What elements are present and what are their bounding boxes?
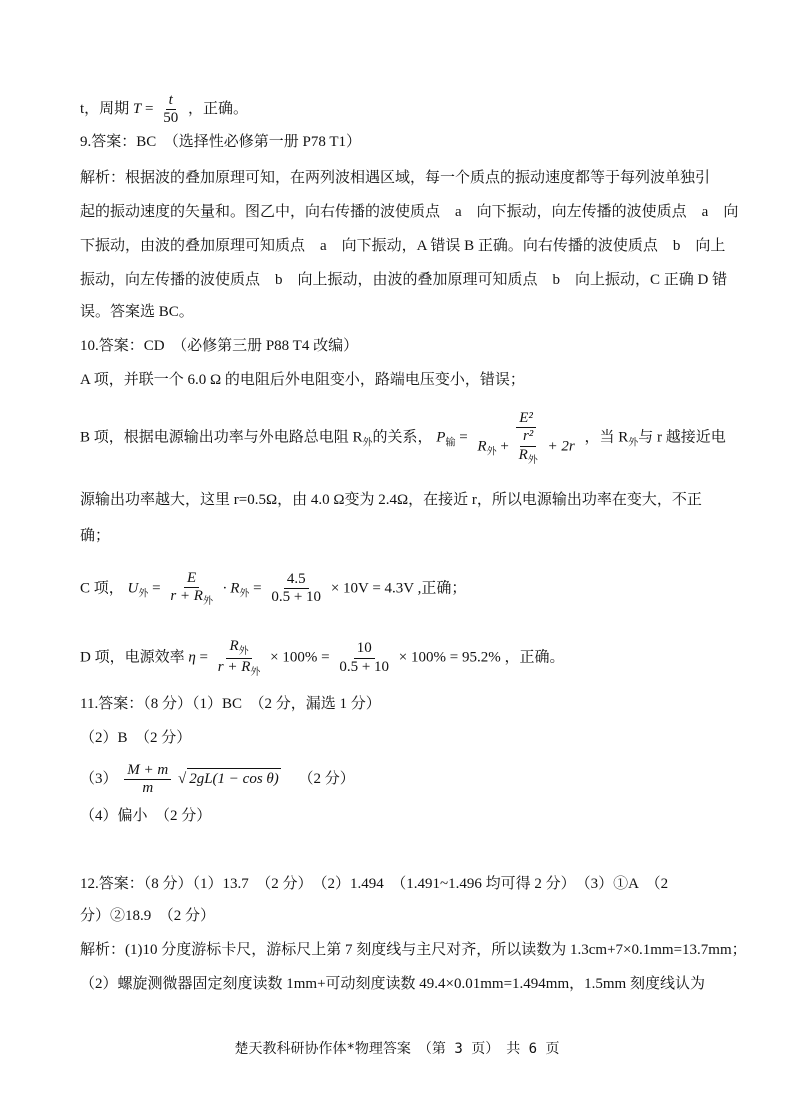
answer-11: 11.答案：（8 分）（1）BC （2 分，漏选 1 分） <box>80 696 381 712</box>
answer-11-4: （4）偏小 （2 分） <box>80 808 212 824</box>
math-op: = <box>152 580 161 597</box>
fraction-10 <box>336 640 392 676</box>
subscript: 外 <box>138 588 149 600</box>
math-var: R <box>229 638 239 654</box>
math-var: T <box>132 101 142 118</box>
fraction-4.5 <box>268 571 324 607</box>
text: ，当 R <box>584 429 629 446</box>
text: C 项， <box>80 580 124 597</box>
math-var: R <box>477 438 487 455</box>
subscript: 外 <box>250 666 261 678</box>
subscript: 外 <box>202 596 213 608</box>
text: （2 分） <box>298 771 355 788</box>
fraction-Mm-over-m <box>124 762 171 798</box>
math-term: × 100% = 95.2% <box>398 649 501 666</box>
math-op: = <box>145 101 154 118</box>
fraction-efficiency <box>215 638 264 678</box>
sqrt-icon: √ <box>177 771 187 788</box>
answer-12-cont: 分）②18.9 （2 分） <box>80 908 216 924</box>
explanation-12-line2: （2）螺旋测微器固定刻度读数 1mm+可动刻度读数 49.4×0.01mm=1.494mm，1.5mm 刻度线认为 <box>80 976 705 992</box>
denominator <box>474 428 577 466</box>
text: 与 r 越接近电 <box>638 429 726 446</box>
text: ，正确。 <box>187 101 248 118</box>
math-op: = <box>459 429 468 446</box>
explanation-9-line3: 下振动，由波的叠加原理可知质点 a 向下振动，A 错误 B 正确。向右传播的波使质点 b 向上 <box>80 238 726 254</box>
numerator: r² <box>520 428 536 446</box>
sqrt-radicand: 2gL(1 − cos θ) <box>187 768 281 789</box>
fraction-t-over-50 <box>160 92 181 128</box>
text: 的关系， <box>372 429 433 446</box>
subscript: 外 <box>628 437 639 449</box>
math-term: r + R <box>217 658 251 675</box>
answer-10-b-end: 确； <box>80 528 111 544</box>
math-var: η <box>188 649 196 666</box>
denominator: 0.5 + 10 <box>339 658 390 675</box>
subscript: 外 <box>239 588 250 600</box>
denominator <box>516 447 541 467</box>
math-var: U <box>127 580 139 597</box>
page-footer: 楚天教科研协作体*物理答案 （第 3 页） 共 6 页 <box>234 1041 560 1057</box>
answer-10-a: A 项，并联一个 6.0 Ω 的电阻后外电阻变小，路端电压变小，错误； <box>80 372 525 388</box>
text: （3） <box>80 771 118 788</box>
subscript: 外 <box>362 437 373 449</box>
subscript: 输 <box>445 437 456 449</box>
math-op: = <box>321 649 330 666</box>
text: t，周期 <box>80 101 130 118</box>
explanation-9-line1: 解析：根据波的叠加原理可知，在两列波相遇区域，每一个质点的振动速度都等于每列波单独引 <box>80 170 711 186</box>
answer-10-b <box>80 410 726 466</box>
subscript: 外 <box>238 646 249 657</box>
answer-12: 12.答案：（8 分）（1）13.7 （2 分） （2）1.494 （1.491~1.496 均可得 2 分） （3）①A （2 <box>80 876 669 892</box>
line-period <box>80 92 248 128</box>
answer-11-2: （2）B （2 分） <box>80 730 192 746</box>
numerator: E <box>184 570 199 588</box>
answer-10-b-continued: 源输出功率越大，这里 r=0.5Ω，由 4.0 Ω变为 2.4Ω，在接近 r，所以电源输出功率在变大，不正 <box>80 492 702 508</box>
numerator: M + m <box>124 762 171 780</box>
math-op: = <box>253 580 262 597</box>
numerator: 10 <box>354 640 375 658</box>
math-term: r + R <box>170 588 203 605</box>
math-term: + 2r <box>547 438 575 455</box>
answer-11-3 <box>80 762 355 798</box>
text: B 项，根据电源输出功率与外电路总电阻 R <box>80 429 363 446</box>
answer-10-d <box>80 638 564 678</box>
subscript: 外 <box>486 446 497 458</box>
text: D 项，电源效率 <box>80 649 185 666</box>
fraction-E-over-rR <box>167 570 216 608</box>
numerator: E² <box>516 410 536 428</box>
text: ，正确。 <box>504 649 565 666</box>
math-var: P <box>436 429 446 446</box>
subscript: 外 <box>527 454 538 466</box>
explanation-9-line4: 振动，向左传播的波使质点 b 向上振动，由波的叠加原理可知质点 b 向上振动，C 正确 D 错 <box>80 272 728 288</box>
fraction-power <box>474 410 577 466</box>
math-var: R <box>518 446 528 463</box>
math-term: · R <box>222 580 240 597</box>
denominator: 0.5 + 10 <box>271 589 322 606</box>
explanation-12-line1: 解析：(1)10 分度游标卡尺，游标尺上第 7 刻度线与主尺对齐，所以读数为 1.3cm+7×0.1mm=13.7mm； <box>80 942 747 958</box>
answer-9: 9.答案：BC （选择性必修第一册 P78 T1） <box>80 134 361 150</box>
explanation-9-line2: 起的振动速度的矢量和。图乙中，向右传播的波使质点 a 向下振动，向左传播的波使质点 a 向 <box>80 204 739 220</box>
fraction-r2-over-R <box>516 428 541 466</box>
denominator <box>167 588 216 608</box>
math-term: × 100% <box>270 649 318 666</box>
answer-10: 10.答案：CD （必修第三册 P88 T4 改编） <box>80 338 359 354</box>
explanation-9-line5: 误。答案选 BC。 <box>80 304 194 320</box>
numerator <box>226 638 251 659</box>
text: ,正确； <box>417 580 467 597</box>
math-term: × 10V = 4.3V <box>330 580 414 597</box>
math-op: + <box>500 438 509 455</box>
denominator <box>215 659 264 679</box>
denominator: 50 <box>163 110 179 127</box>
numerator: t <box>166 92 176 110</box>
math-op: = <box>199 649 209 666</box>
answer-10-c <box>80 570 466 608</box>
denominator: m <box>142 780 154 797</box>
numerator: 4.5 <box>284 571 309 589</box>
